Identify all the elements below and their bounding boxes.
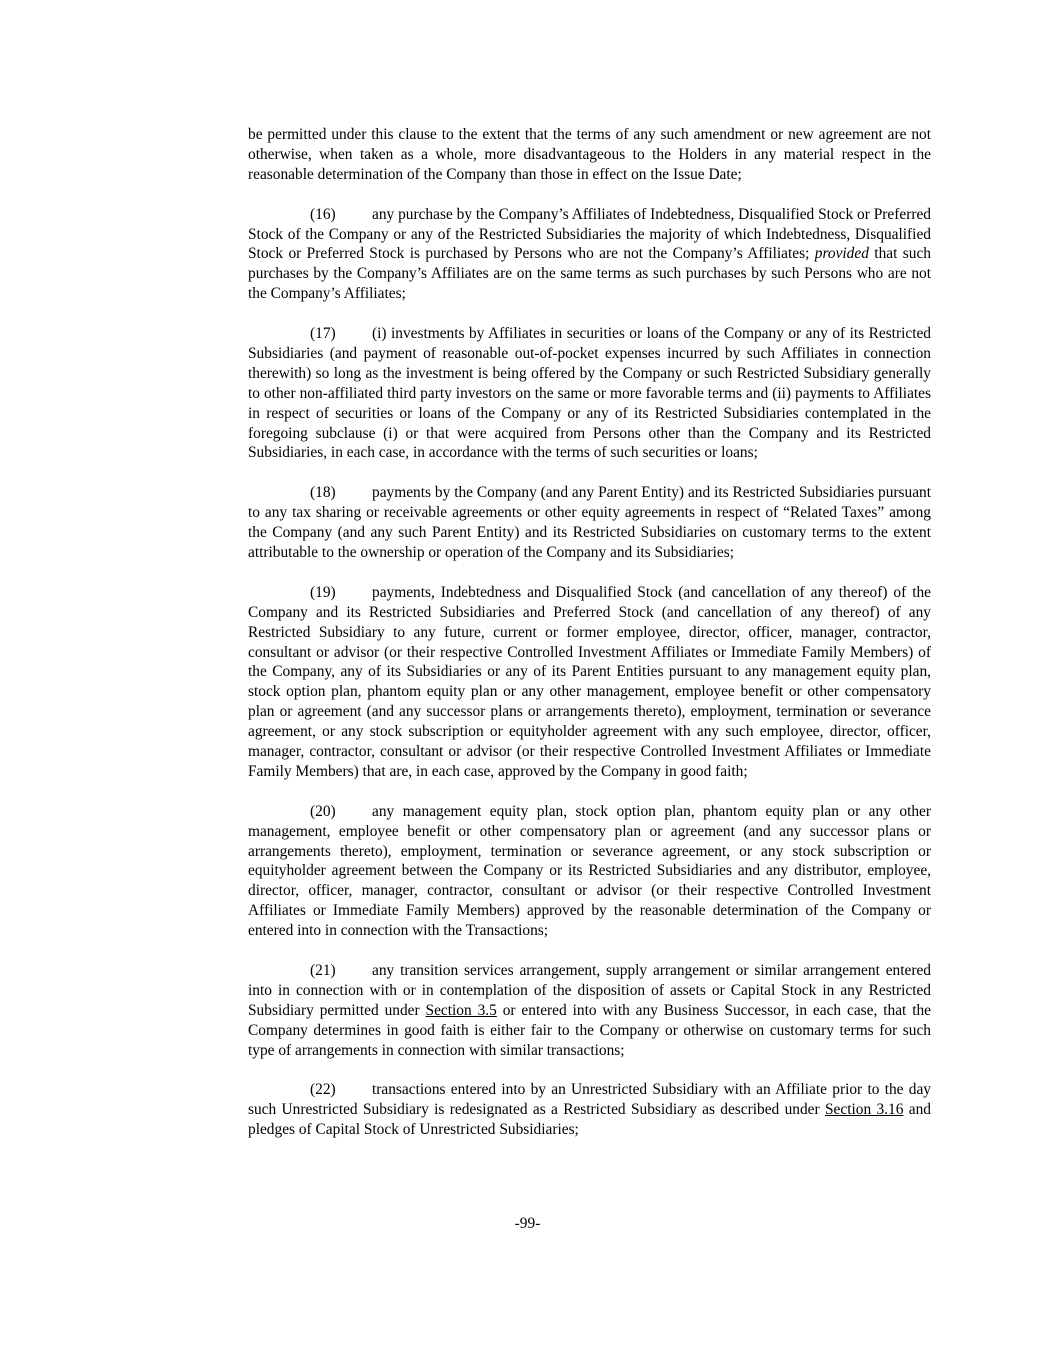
clause-16 — [248, 205, 931, 305]
clause-text: transactions entered into by an Unrestricted Subsidiary with an Affiliate prior to the day such Unrestricted Subsidiary is redesignated as a Restricted Subsidiary as described under — [248, 1081, 931, 1119]
clause-17 — [248, 324, 931, 463]
clause-number: (17) — [310, 325, 336, 343]
clause-text: any transition services arrangement, supply arrangement or similar arrangement entered into in connection with or in contemplation of the disposition of assets or Capital Stock in any Restricted Subsidiary permitted under — [248, 961, 931, 1019]
clause-number: (20) — [310, 802, 336, 820]
document-page-body — [248, 125, 931, 1160]
clause-text: (i) investments by Affiliates in securities or loans of the Company or any of its Restricted Subsidiaries (and payment of reasonable out-of-pocket expenses incurred by such Affiliates in connection therewith) so long as the investment is being offered by the Company or such Restricted Subsidiary generally to other non-affiliated third party investors on the same or more favorable terms and (ii) payments to Affiliates in respect of securities or loans of the Company or any of its Restricted Subsidiaries contemplated in the foregoing subclause (i) or that were acquired from Persons other than the Company and its Restricted Subsidiaries, in each case, in accordance with the terms of such securities or loans; — [248, 325, 931, 462]
clause-21 — [248, 961, 931, 1061]
clause-number: (22) — [310, 1081, 336, 1099]
clause-22 — [248, 1080, 931, 1140]
section-reference-link[interactable]: Section 3.5 — [425, 1001, 497, 1019]
clause-number: (18) — [310, 484, 336, 502]
clause-number: (16) — [310, 205, 336, 223]
section-reference-link[interactable]: Section 3.16 — [824, 1101, 904, 1119]
clause-text: payments by the Company (and any Parent Entity) and its Restricted Subsidiaries pursuant to any tax sharing or receivable agreements or other equity agreements in respect of “Related Taxes” among the Company (and any such Parent Entity) and its Restricted Subsidiaries on customary terms to the extent attributable to the ownership or operation of the Company and its Subsidiaries; — [248, 484, 931, 561]
clause-text: that such purchases by the Company’s Affiliates are on the same terms as such purchases by such Persons who are not the Company’s Affiliates; — [248, 245, 931, 303]
clause-text: any management equity plan, stock option plan, phantom equity plan or any other management, employee benefit or other compensatory plan or agreement (and any successor plans or arrangements thereto), employment, termination or severance agreement, or any stock subscription or equityholder agreement between the Company or its Restricted Subsidiaries and any distributor, employee, director, officer, manager, contractor, consultant or advisor (or their respective Controlled Investment Affiliates or Immediate Family Members) approved by the reasonable determination of the Company or entered into in connection with the Transactions; — [248, 802, 931, 940]
page-number: -99- — [514, 1215, 541, 1232]
clause-text: payments, Indebtedness and Disqualified Stock (and cancellation of any thereof) of the Company and its Restricted Subsidiaries and Preferred Stock (and cancellation of any thereof) of any Restricted Subsidiary to any future, current or former employee, director, officer, manager, contractor, consultant or advisor (or their respective Controlled Investment Affiliates or Immediate Family Members) of the Company, any of its Subsidiaries or any of its Parent Entities pursuant to any management equity plan, stock option plan, phantom equity plan or any other management, employee benefit or other compensatory plan or agreement (and any successor plans or arrangements thereto), employment, termination or severance agreement, or any stock subscription or equityholder agreement with any such employee, director, officer, manager, contractor, consultant or advisor (or their respective Controlled Investment Affiliates or Immediate Family Members) that are, in each case, approved by the Company in good faith; — [248, 583, 931, 780]
paragraph-text: be permitted under this clause to the extent that the terms of any such amendment or new agreement are not otherwise, when taken as a whole, more disadvantageous to the Holders in any material respect in the reasonable determination of the Company than those in effect on the Issue Date; — [248, 126, 931, 183]
clause-text: any purchase by the Company’s Affiliates of Indebtedness, Disqualified Stock or Preferred Stock of the Company or any of the Restricted Subsidiaries the majority of which Indebtedness, Disqualified Stock or Preferred Stock is purchased by Persons who are not the Company’s Affiliates; — [248, 205, 931, 263]
clause-text: and pledges of Capital Stock of Unrestricted Subsidiaries; — [248, 1101, 932, 1139]
clause-text: or entered into with any Business Successor, in each case, that the Company determines in good faith is either fair to the Company or otherwise on customary terms for such type of arrangements in connection with similar transactions; — [248, 1001, 931, 1059]
clause-19 — [248, 583, 931, 782]
clause-18 — [248, 483, 931, 563]
clause-20 — [248, 802, 931, 941]
clause-number: (21) — [310, 961, 336, 979]
clause-italic-term: provided — [814, 245, 869, 263]
paragraph-continuation — [248, 125, 931, 185]
clause-number: (19) — [310, 583, 336, 601]
